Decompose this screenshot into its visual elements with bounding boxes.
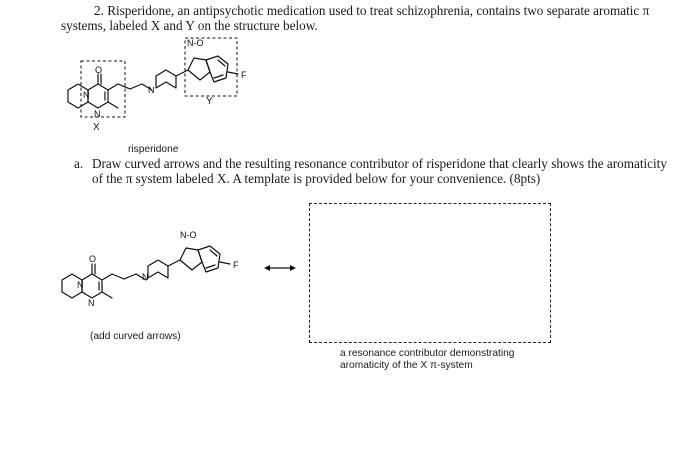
template-pyrimidine-n1-label: N [77, 280, 84, 290]
isoxazole-n-o-label: N-O [187, 38, 204, 48]
answer-box-caption-line-2: aromaticity of the X π-system [340, 360, 473, 371]
resonance-arrow-icon [262, 262, 298, 274]
carbonyl-oxygen-label: O [95, 65, 103, 75]
template-isoxazole-n-o-label: N-O [180, 230, 197, 240]
risperidone-structure-labeled [50, 32, 280, 147]
pyrimidine-n1-label: N [83, 90, 90, 100]
template-piperidine-nitrogen-label: N [142, 272, 149, 282]
x-label: X [93, 122, 100, 133]
question-line-2: systems, labeled X and Y on the structure below. [61, 18, 318, 33]
template-pyrimidine-n3-label: N [88, 298, 95, 308]
template-carbonyl-oxygen-label: O [89, 254, 97, 264]
part-a-line-1: Draw curved arrows and the resulting resonance contributor of risperidone that clearly shows the aromaticity [92, 156, 667, 171]
fluorine-label: F [241, 70, 247, 80]
answer-drawing-box[interactable] [309, 203, 551, 343]
template-caption: (add curved arrows) [90, 331, 181, 342]
template-fluorine-label: F [233, 260, 239, 270]
part-a-line-2: of the π system labeled X. A template is provided below for your convenience. (8pts) [92, 171, 541, 186]
answer-box-caption-line-1: a resonance contributor demonstrating [340, 348, 515, 359]
piperidine-nitrogen-label: N [148, 85, 155, 95]
risperidone-template-structure [50, 218, 260, 318]
molecule-caption: risperidone [128, 144, 179, 155]
aromatic-system-x-box [81, 61, 125, 117]
y-label: Y [206, 96, 213, 107]
question-line-1: 2. Risperidone, an antipsychotic medication used to treat schizophrenia, contains two separate aromatic π [94, 3, 650, 18]
pyrimidine-n3-label: N [94, 109, 101, 119]
part-a-marker: a. [74, 156, 84, 171]
